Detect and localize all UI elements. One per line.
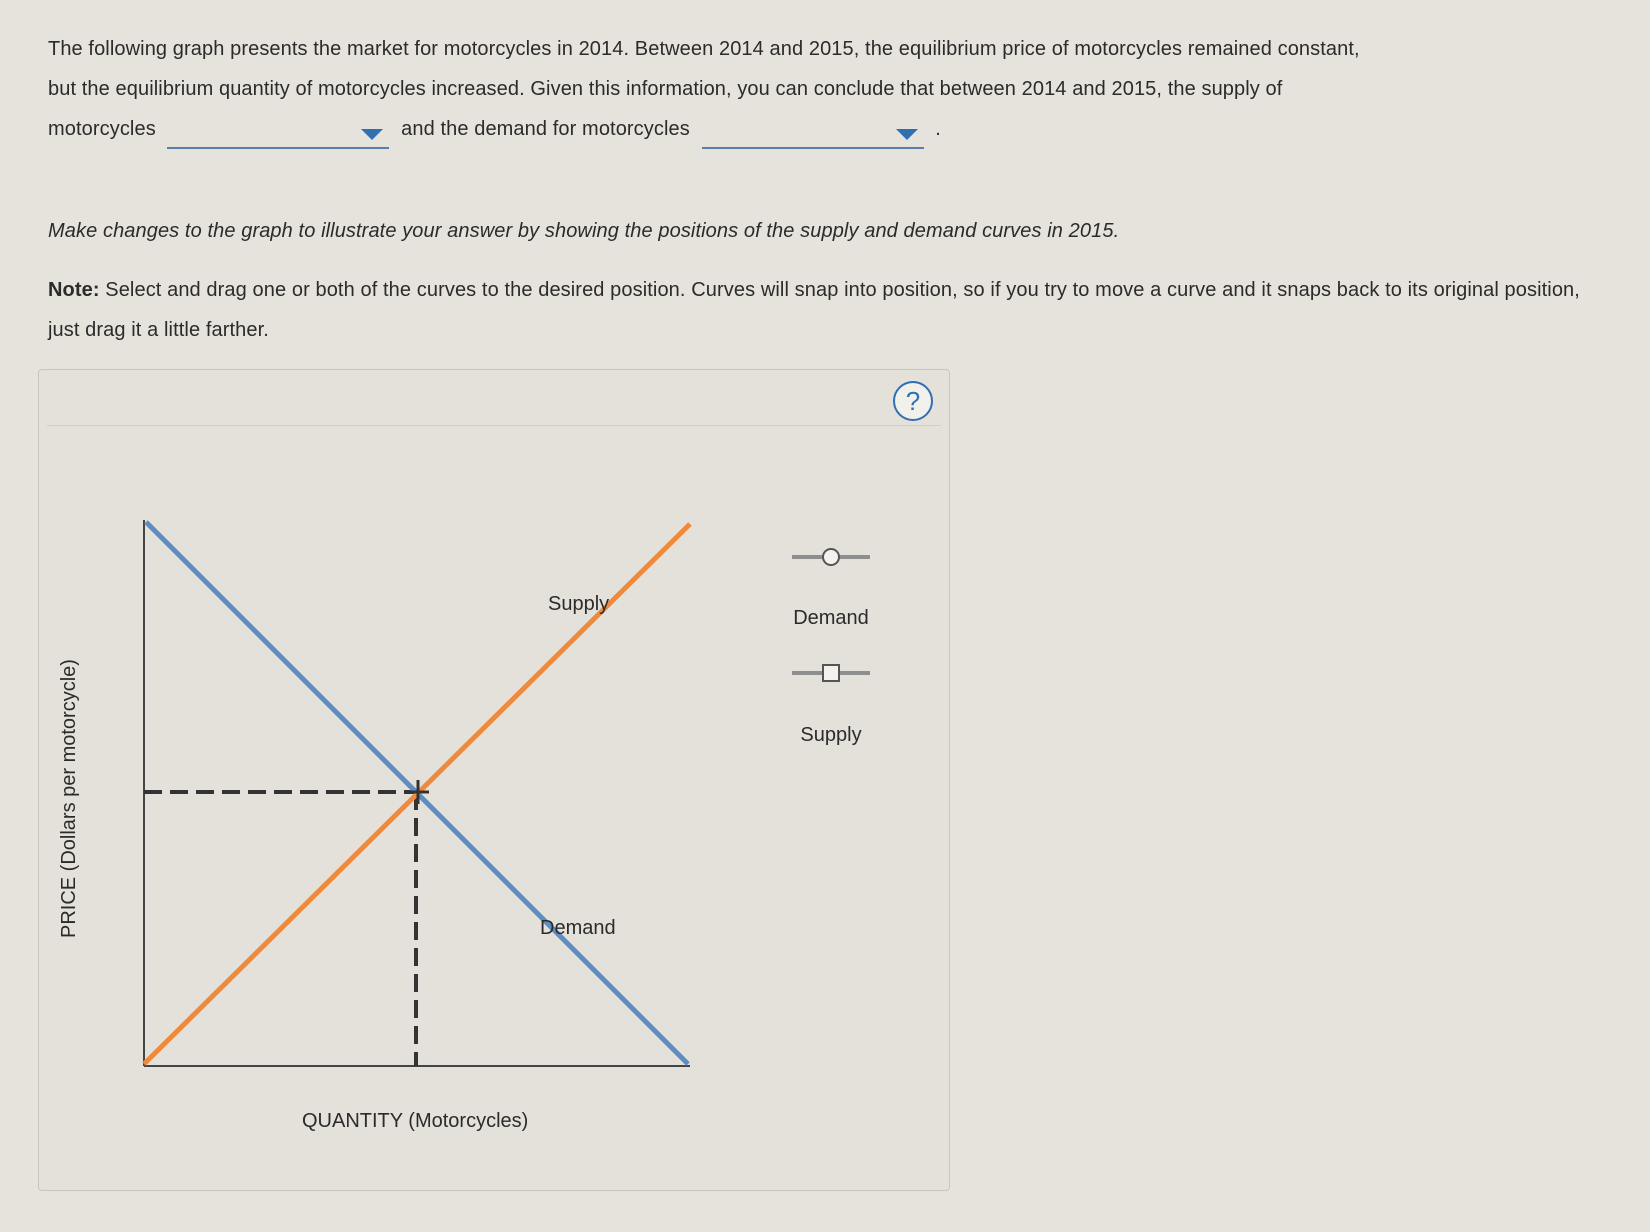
question-line-3-suffix: . bbox=[935, 118, 941, 140]
square-marker-icon bbox=[823, 665, 839, 681]
x-axis-label: QUANTITY (Motorcycles) bbox=[302, 1110, 529, 1132]
question-line-1: The following graph presents the market for motorcycles in 2014. Between 2014 and 2015, the equilibrium price of motorcycles remained constant, bbox=[48, 38, 1360, 60]
note-label: Note: bbox=[48, 279, 100, 301]
demand-curve-label: Demand bbox=[540, 917, 616, 939]
legend-supply-label: Supply bbox=[800, 724, 862, 746]
question-line-3-middle: and the demand for motorcycles bbox=[401, 118, 690, 140]
instruction-text: Make changes to the graph to illustrate your answer by showing the positions of the supply and demand curves in 2015. bbox=[48, 220, 1120, 242]
supply-curve-label: Supply bbox=[548, 593, 610, 615]
question-line-3-prefix: motorcycles bbox=[48, 118, 156, 140]
note-body: Select and drag one or both of the curves to the desired position. Curves will snap into position, so if you try to move a curve and it snaps back to its original position, just drag it a little farther. bbox=[48, 279, 1580, 341]
legend-demand-tool[interactable] bbox=[792, 549, 870, 565]
y-axis-label: PRICE (Dollars per motorcycle) bbox=[58, 659, 80, 938]
legend-demand-label: Demand bbox=[793, 607, 869, 629]
question-line-2: but the equilibrium quantity of motorcycles increased. Given this information, you can conclude that between 2014 and 2015, the supply of bbox=[48, 78, 1283, 100]
circle-marker-icon bbox=[823, 549, 839, 565]
legend-supply-tool[interactable] bbox=[792, 665, 870, 681]
help-icon[interactable]: ? bbox=[893, 381, 933, 421]
